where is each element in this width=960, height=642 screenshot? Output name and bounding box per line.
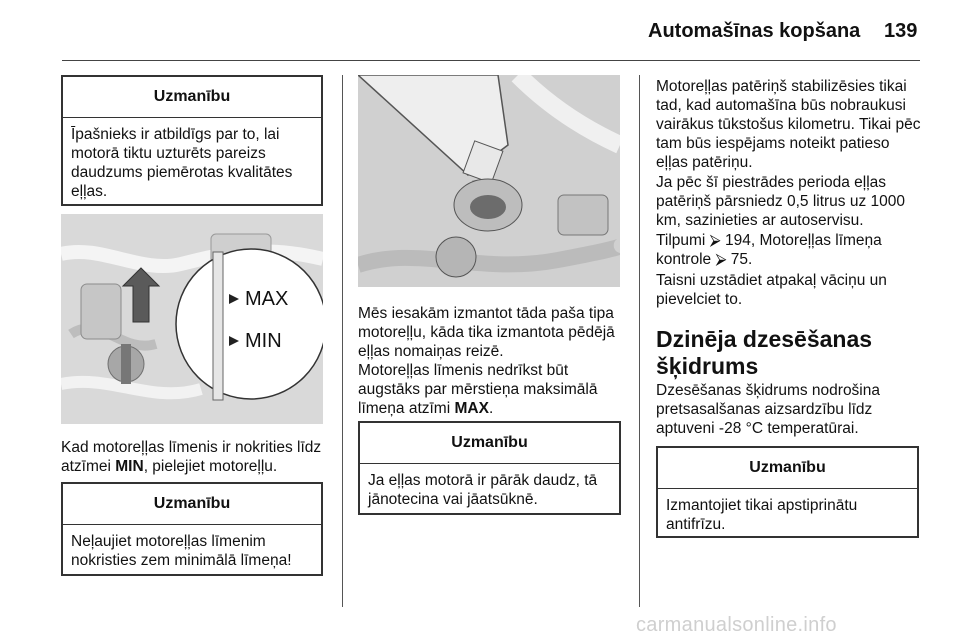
caution-box-overfill [358,421,621,515]
text: Kad motoreļļas līmenis ir nokrities līdz atzīmei [61,439,322,475]
max-level-paragraph [358,361,628,418]
caution-text: Īpašnieks ir atbildīgs par to, lai motorā tiktu uzturēts pareizs daudzums piemērotas kvalitātes eļļas. [71,126,293,200]
min-level-paragraph [61,438,329,476]
caution-title: Uzmanību [63,77,321,118]
watermark: carmanualsonline.info [636,614,837,636]
caution-box-antifreeze [656,446,919,538]
text: . [488,400,494,417]
oil-consumption-paragraph: Motoreļļas patēriņš stabilizēsies tikai tad, kad automašīna būs nobraukusi vairākus tūkstošus kilometru. Tikai pēc tam būs iespējams noteikt patieso eļļas patēriņu. [656,78,921,171]
oil-type-paragraph: Mēs iesakām izmantot tāda paša tipa motoreļļu, kāda tika izmantota pēdējā eļļas nomaiņas reizē. [358,305,615,360]
caution-box-min-level [61,482,323,576]
caution-title: Uzmanību [63,484,321,525]
caution-title: Uzmanību [658,448,917,489]
column-divider-1 [342,75,343,607]
header-divider [62,60,920,61]
caution-text: Ja eļļas motorā ir pārāk daudz, tā jānotecina vai jāatsūknē. [368,472,598,508]
dipstick-illustration [61,214,323,424]
column-divider-2 [639,75,640,607]
text: Motoreļļas līmenis nedrīkst būt augstāks par mērstieņa maksimālā līmeņa atzīmi [358,362,598,417]
oil-filling-illustration [358,75,620,287]
break-in-paragraph: Ja pēc šī piestrādes perioda eļļas patēriņš pārsniedz 0,5 litrus uz 1000 km, sazinieties ar autoservisu. [656,174,906,229]
caution-title: Uzmanību [360,423,619,464]
max-emphasis: MAX [454,400,489,417]
page-title: Automašīnas kopšana [648,20,861,42]
coolant-paragraph: Dzesēšanas šķidrums nodrošina pretsasalšanas aizsardzību līdz aptuveni -28 °C temperatūrai. [656,382,880,437]
cap-paragraph: Taisni uzstādiet atpakaļ vāciņu un pievelciet to. [656,272,887,308]
page-header [0,0,960,60]
coolant-heading: Dzinēja dzesēšanas šķidrums [656,326,873,379]
engine-bay-drawing [61,214,323,424]
caution-text: Izmantojiet tikai apstiprinātu antifrīzu. [666,497,858,533]
oil-pouring-drawing [358,75,620,287]
magnifier-circle [176,249,323,399]
page-number: 139 [884,20,918,42]
cross-reference-paragraph: Tilpumi ⮚ 194, Motoreļļas līmeņa kontrole ⮚ 75. [656,232,882,268]
min-emphasis: MIN [115,458,144,475]
caution-text: Neļaujiet motoreļļas līmenim nokristies zem minimālā līmeņa! [71,533,292,569]
dipstick-min-label: MIN [245,330,282,352]
caution-box-owner-responsibility [61,75,323,206]
text: , pielejiet motoreļļu. [143,458,278,475]
dipstick-max-label: MAX [245,288,289,310]
